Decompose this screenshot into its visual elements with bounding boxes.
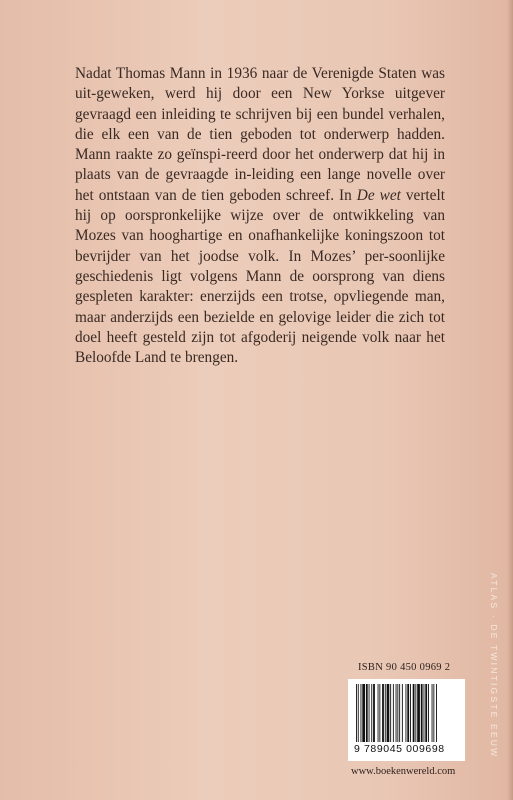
barcode-bar	[369, 684, 370, 742]
barcode-bar	[436, 684, 437, 742]
barcode-bar	[362, 684, 365, 742]
book-title: De wet	[356, 186, 401, 204]
barcode-bar	[399, 684, 400, 742]
barcode-bar	[413, 684, 415, 742]
blurb-text	[75, 64, 445, 368]
barcode-bar	[410, 684, 411, 742]
barcode-bar	[373, 684, 375, 742]
publisher-website: www.boekenwereld.com	[351, 766, 456, 777]
barcode-bar	[356, 684, 357, 742]
barcode-bar	[390, 684, 391, 742]
barcode-bar	[387, 684, 390, 742]
barcode-bar	[428, 684, 429, 742]
barcode-bar	[417, 684, 420, 742]
barcode-bar	[433, 684, 434, 742]
barcode	[348, 679, 465, 761]
barcode-bars	[356, 684, 457, 742]
barcode-bar	[378, 684, 379, 742]
barcode-bar	[424, 684, 425, 742]
barcode-bar	[397, 684, 398, 742]
barcode-bar	[402, 684, 403, 742]
barcode-bar	[407, 684, 409, 742]
barcode-bar	[366, 684, 368, 742]
barcode-digits: 9 789045 009698	[354, 743, 445, 755]
barcode-bar	[385, 684, 386, 742]
barcode-bar	[371, 684, 372, 742]
blurb-part-1: Nadat Thomas Mann in 1936 naar de Verenigde Staten was uit-geweken, werd hij door een New Yorkse uitgever gevraagd een inleiding te schrijven bij een bundel verhalen, die elk een van de tien geboden tot onderwerp hadden. Mann raakte zo geïnspi-reerd door het onderwerp dat hij in plaats van de gevraagde in-leiding een lange novelle over het ontstaan van de tien geboden schreef. In	[75, 65, 445, 204]
barcode-bar	[361, 684, 362, 742]
barcode-bar	[396, 684, 397, 742]
barcode-bar	[382, 684, 384, 742]
spine-edge	[507, 0, 513, 800]
barcode-bar	[415, 684, 416, 742]
barcode-bar	[432, 684, 433, 742]
barcode-bar	[425, 684, 427, 742]
barcode-bar	[379, 684, 380, 742]
blurb-part-2: vertelt hij op oorspronkelijke wijze over de ontwikkeling van Mozes van hooghartige en onafhankelijke koningszoon tot bevrijder van het joodse volk. In Mozes’ per-soonlijke geschiedenis ligt volgens Mann de oorsprong van diens gespleten karakter: enerzijds een trotse, opvliegende man, maar anderzijds een bezielde en gelovige leider die zich tot doel heeft gesteld zijn tot afgoderij neigende volk naar het Beloofde Land te brengen.	[75, 186, 445, 367]
barcode-bar	[358, 684, 359, 742]
series-name: ATLAS · DE TWINTIGSTE EEUW	[489, 573, 499, 759]
isbn-label: ISBN 90 450 0969 2	[358, 662, 451, 673]
barcode-bar	[393, 684, 394, 742]
barcode-bar	[421, 684, 423, 742]
barcode-bar	[406, 684, 407, 742]
